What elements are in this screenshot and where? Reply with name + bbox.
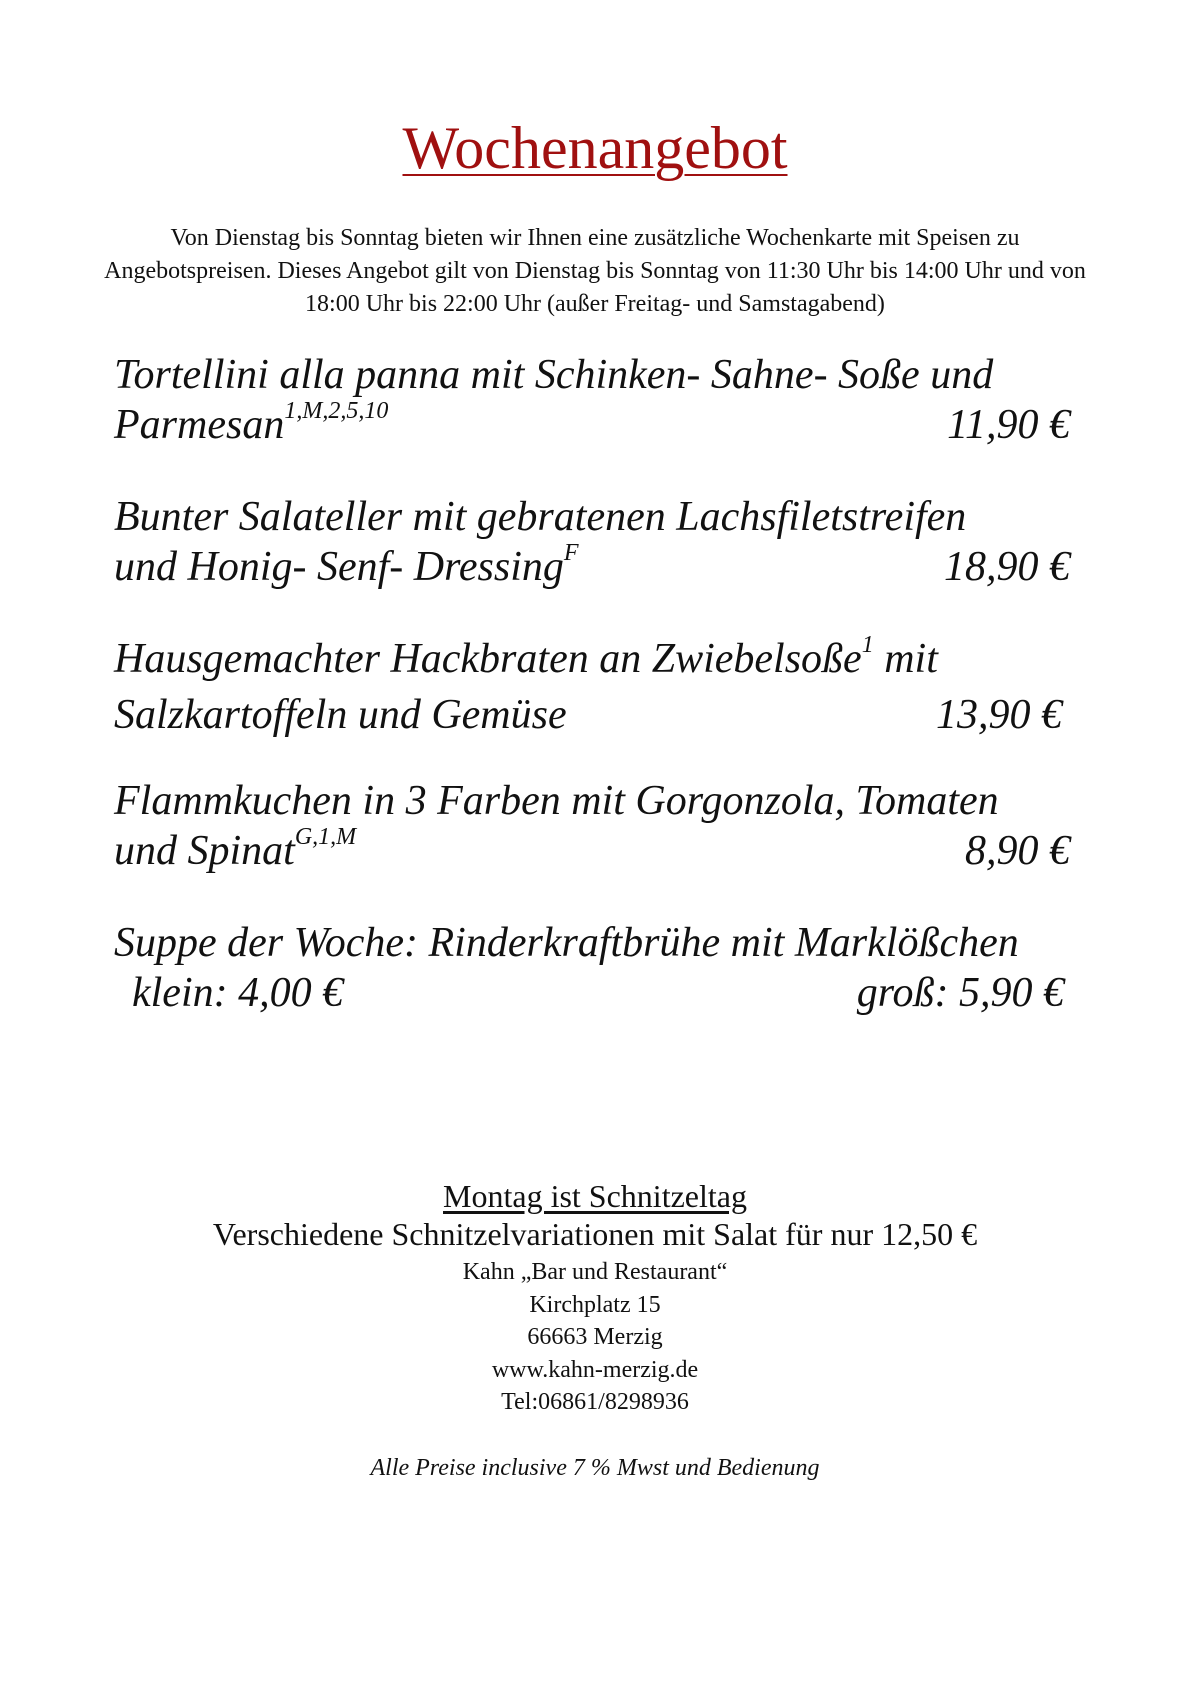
- city: 66663 Merzig: [527, 1324, 663, 1350]
- menu-item: [114, 634, 1074, 740]
- dish-name-cont: und Honig- Senf- Dressing: [114, 544, 564, 590]
- price-note: Alle Preise inclusive 7 % Mwst und Bedienung: [370, 1455, 820, 1481]
- website: www.kahn-merzig.de: [491, 1356, 699, 1383]
- dish-price: 11,90 €: [947, 402, 1070, 448]
- schnitzel-text: Verschiedene Schnitzelvariationen mit Salat für nur 12,50 €: [212, 1216, 978, 1252]
- dish-name-cont: Parmesan: [114, 402, 285, 448]
- menu-item-soup: [114, 918, 1074, 1018]
- dish-name: Flammkuchen in 3 Farben mit Gorgonzola, Tomaten: [114, 778, 999, 824]
- dish-price: 8,90 €: [965, 828, 1070, 874]
- allergen-codes: F: [563, 540, 579, 566]
- allergen-codes: 1: [861, 632, 874, 658]
- menu-item: [114, 776, 1074, 882]
- dish-name: Hausgemachter Hackbraten an Zwiebelsoße: [114, 636, 862, 682]
- soup-large-price: groß: 5,90 €: [856, 970, 1064, 1016]
- dish-name-cont: Salzkartoffeln und Gemüse: [114, 692, 567, 738]
- menu-item: [114, 350, 1074, 456]
- address-block: [0, 1256, 1190, 1419]
- street: Kirchplatz 15: [529, 1291, 661, 1318]
- dish-name: Suppe der Woche: Rinderkraftbrühe mit Marklößchen: [114, 920, 1019, 966]
- page-title: Wochenangebot: [402, 115, 788, 181]
- dish-name-tail: mit: [873, 636, 938, 682]
- intro-text: Von Dienstag bis Sonntag bieten wir Ihnen eine zusätzliche Wochenkarte mit Speisen zu Angebotspreisen. Dieses Angebot gilt von Dienstag bis Sonntag von 11:30 Uhr bis 14:00 Uhr und von 18:00 Uhr bis 22:00 Uhr (außer Freitag- und Samstagabend): [104, 225, 1086, 317]
- schnitzel-title: Montag ist Schnitzeltag: [443, 1178, 747, 1214]
- dish-price: 13,90 €: [936, 692, 1062, 738]
- phone: Tel:06861/8298936: [501, 1389, 689, 1415]
- dish-price: 18,90 €: [944, 544, 1070, 590]
- menu-item: [114, 492, 1074, 598]
- dish-name-cont: und Spinat: [114, 828, 295, 874]
- dish-name: Bunter Salateller mit gebratenen Lachsfiletstreifen: [114, 494, 967, 540]
- allergen-codes: 1,M,2,5,10: [284, 398, 389, 424]
- dish-name: Tortellini alla panna mit Schinken- Sahne- Soße und: [114, 352, 994, 398]
- allergen-codes: G,1,M: [294, 824, 357, 850]
- restaurant-name: Kahn „Bar und Restaurant“: [462, 1259, 728, 1285]
- soup-small-price: klein: 4,00 €: [132, 970, 344, 1016]
